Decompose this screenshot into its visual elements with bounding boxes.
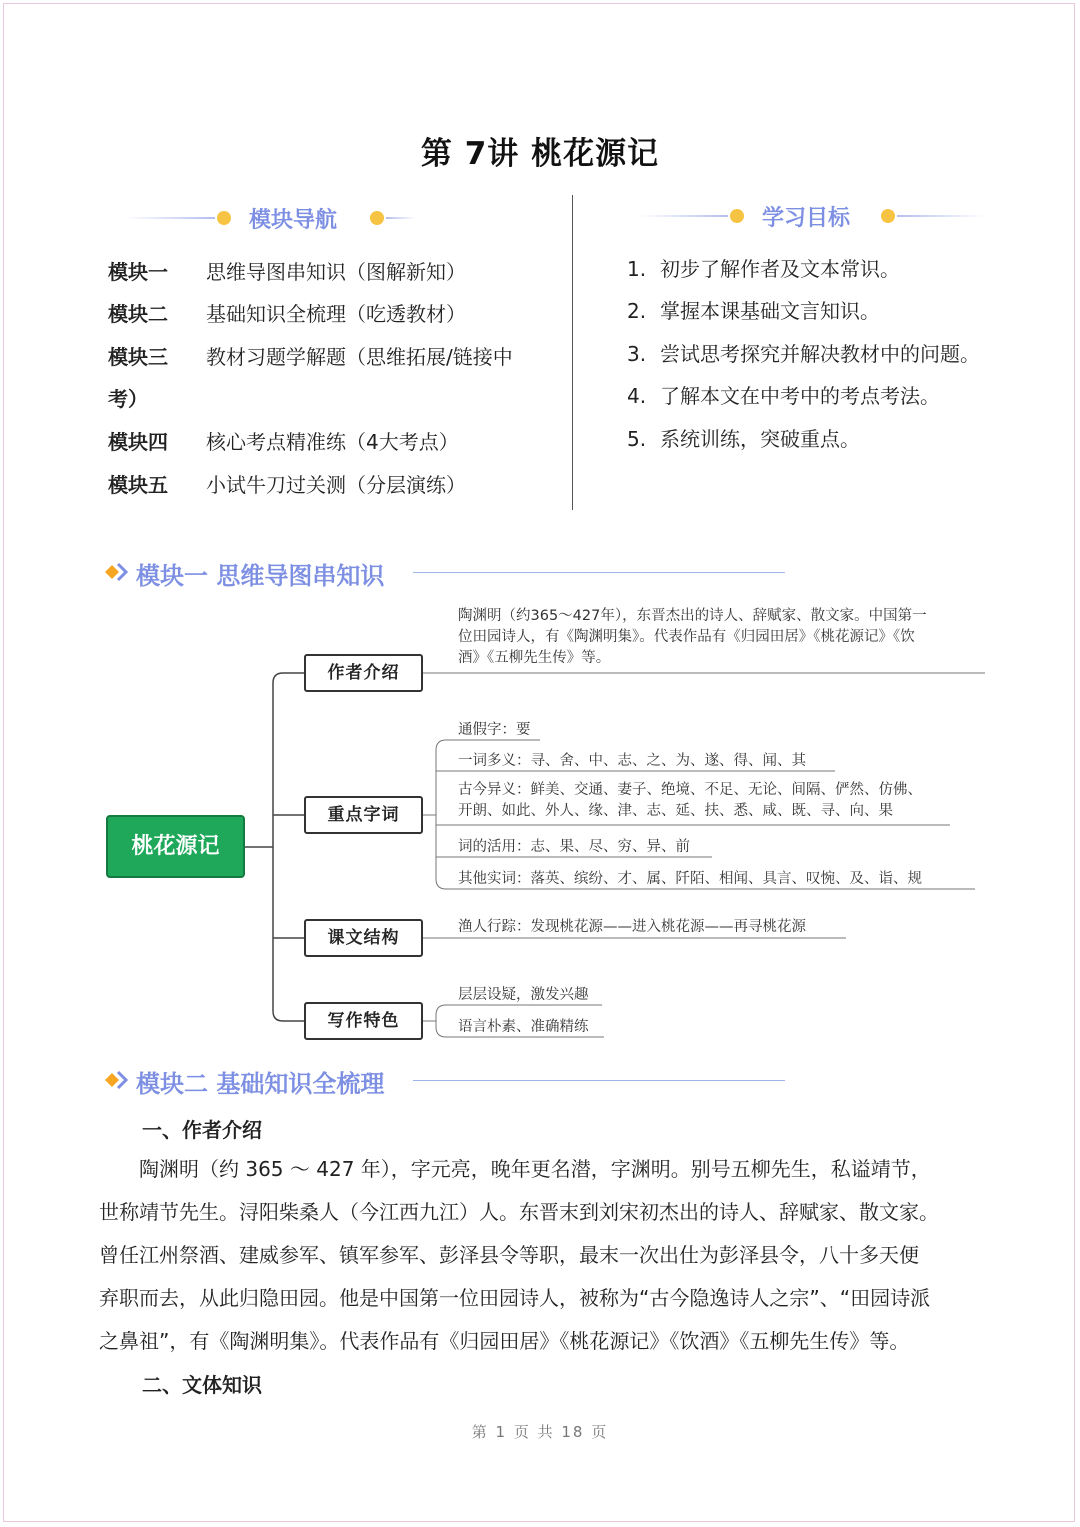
module1-heading-text: 模块一 思维导图串知识 [136,562,385,590]
module1-heading-rule [413,572,785,573]
paragraph-line: 世称靖节先生。浔阳柴桑人（今江西九江）人。东晋末到刘宋初杰出的诗人、辞赋家、散文家。 [99,1200,939,1224]
leaf-author-line: 酒》《五柳先生传》等。 [458,650,611,666]
author-intro-paragraph [99,1148,1004,1363]
leaf-author-intro [458,606,927,669]
module1-heading [103,558,793,590]
module2-heading-rule [413,1080,785,1081]
paragraph-line: 曾任江州祭酒、建威参军、镇军参军、彭泽县令等职，最末一次出仕为彭泽县令，八十多天便 [99,1243,919,1267]
nav-item-5[interactable] [108,469,466,498]
goal-text: 掌握本课基础文言知识。 [660,299,880,323]
nav-item-text: 基础知识全梳理（吃透教材） [206,302,466,326]
goal-text: 了解本文在中考中的考点考法。 [660,384,940,408]
goal-item-1 [627,253,900,282]
goals-heading-text: 学习目标 [762,206,851,231]
module2-heading-text: 模块二 基础知识全梳理 [136,1070,385,1098]
branch-key-words: 重点字词 [304,796,423,834]
goal-item-5 [627,423,860,452]
column-divider [572,195,573,510]
branch-writing-style: 写作特色 [304,1002,423,1040]
nav-heading [125,203,415,233]
nav-item-2[interactable] [108,298,466,327]
nav-item-4[interactable] [108,426,459,455]
nav-item-text: 思维导图串知识（图解新知） [206,260,466,284]
page-footer: 第 1 页 共 18 页 [471,1423,609,1441]
goals-heading-right-line [897,215,985,217]
nav-item-label: 模块五 [108,473,168,497]
nav-item-label: 模块一 [108,260,168,284]
nav-item-text: 教材习题学解题（思维拓展/链接中 [206,345,513,369]
nav-heading-left-dot [217,211,231,225]
branch-author: 作者介绍 [304,654,423,692]
goal-text: 初步了解作者及文本常识。 [660,257,900,281]
leaf-author-line: 陶渊明（约365～427年），东晋杰出的诗人、辞赋家、散文家。中国第一 [458,608,927,624]
leaf-shici: 其他实词：落英、缤纷、才、属、阡陌、相闻、具言、叹惋、及、诣、规 [458,871,922,887]
nav-item-label: 模块四 [108,430,168,454]
goals-heading-left-dot [730,209,744,223]
leaf-gujin-line: 古今异义：鲜美、交通、妻子、绝境、不足、无论、间隔、俨然、仿佛、 [458,782,922,798]
nav-item-label: 模块二 [108,302,168,326]
nav-heading-text: 模块导航 [249,208,338,233]
module2-heading [103,1066,793,1098]
double-chevron-icon [103,560,133,584]
branch-structure: 课文结构 [304,919,423,957]
leaf-structure: 渔人行踪：发现桃花源——进入桃花源——再寻桃花源 [458,919,806,935]
goal-text: 尝试思考探究并解决教材中的问题。 [660,342,980,366]
goal-number: 4. [627,384,647,408]
leaf-style-2: 语言朴素、准确精练 [458,1019,589,1035]
goal-item-3 [627,338,980,367]
leaf-style-1: 层层设疑，激发兴趣 [458,987,589,1003]
goals-heading-left-line [640,215,728,217]
nav-heading-left-line [125,217,215,219]
goal-number: 3. [627,342,647,366]
goal-number: 1. [627,257,647,281]
nav-item-3[interactable] [108,341,513,370]
leaf-author-line: 位田园诗人，有《陶渊明集》。代表作品有《归园田居》《桃花源记》《饮 [458,629,915,645]
goal-item-2 [627,295,880,324]
leaf-gujin-line: 开朗、如此、外人、缘、津、志、延、扶、悉、咸、既、寻、向、果 [458,803,893,819]
goals-heading-right-dot [881,209,895,223]
leaf-duoyi: 一词多义：寻、舍、中、志、之、为、遂、得、闻、其 [458,753,806,769]
section-genre-heading: 二、文体知识 [142,1373,262,1397]
paragraph-line: 之鼻祖”，有《陶渊明集》。代表作品有《归园田居》《桃花源记》《饮酒》《五柳先生传》等。 [99,1329,910,1353]
nav-item-3-wrap: 考） [108,387,148,411]
goal-item-4 [627,380,940,409]
goal-text: 系统训练，突破重点。 [660,427,860,451]
section-author-intro-heading: 一、作者介绍 [142,1118,262,1142]
nav-item-label: 模块三 [108,345,168,369]
nav-item-1[interactable] [108,256,466,285]
nav-heading-right-dot [370,211,384,225]
paragraph-line: 陶渊明（约 365 ～ 427 年），字元亮，晚年更名潜，字渊明。别号五柳先生，私谥靖节， [99,1157,931,1181]
nav-item-text: 核心考点精准练（4大考点） [206,430,459,454]
goal-number: 5. [627,427,647,451]
nav-item-text: 小试牛刀过关测（分层演练） [206,473,466,497]
leaf-tongjia: 通假字：要 [458,722,531,738]
paragraph-line: 弃职而去，从此归隐田园。他是中国第一位田园诗人，被称为“古今隐逸诗人之宗”、“田园诗派 [99,1286,931,1310]
double-chevron-icon [103,1068,133,1092]
goals-heading [640,201,985,231]
page-title: 第 7讲 桃花源记 [420,136,660,172]
leaf-gujin [458,780,922,822]
mindmap-root: 桃花源记 [106,815,245,878]
leaf-huoyong: 词的活用：志、果、尽、穷、异、前 [458,839,690,855]
goal-number: 2. [627,299,647,323]
nav-heading-right-line [386,217,415,219]
